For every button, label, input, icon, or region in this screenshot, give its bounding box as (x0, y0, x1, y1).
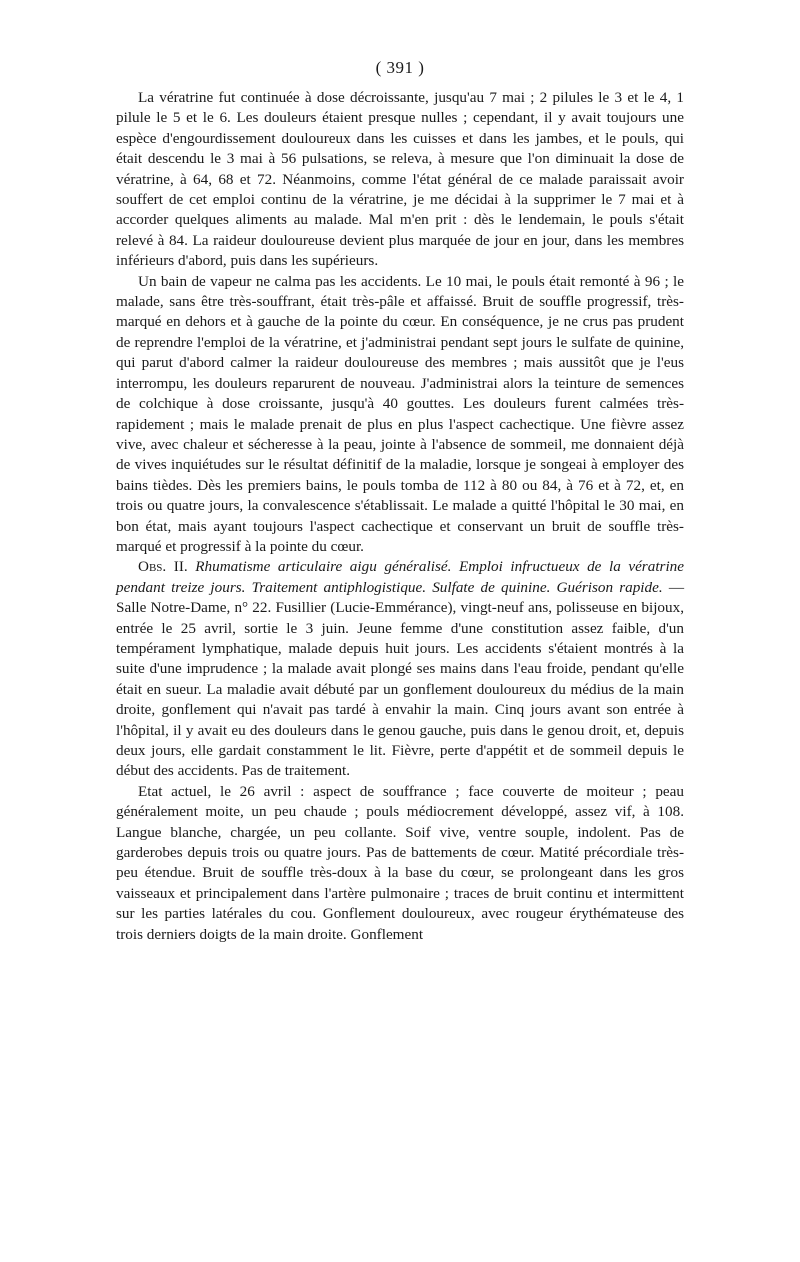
observation-text: — Salle Notre-Dame, n° 22. Fusillier (Lucie-Emmérance), vingt-neuf ans, polisseuse en bijoux, entrée le 25 avril, sortie le 3 juin. Jeune femme d'une constitution assez faible, d'un tempérament lymphatique, malade depuis huit jours. Les accidents s'étaient montrés à la suite d'une imprudence ; la malade avait plongé ses mains dans l'eau froide, pendant qu'elle était en sueur. La maladie avait débuté par un gonflement douloureux du médius de la main droite, gonflement qui n'avait pas tardé à envahir la main. Cinq jours avant son entrée à l'hôpital, il y avait eu des douleurs dans le genou gauche, puis dans le genou droit, et, depuis deux jours, elle gardait constamment le lit. Fièvre, perte d'appétit et de sommeil depuis le début des accidents. Pas de traitement. (116, 578, 685, 780)
observation-label: Obs. II. (138, 558, 188, 576)
page-number: ( 391 ) (375, 58, 425, 77)
observation-title: Rhumatisme articulaire aigu généralisé. Emploi infructueux de la vératrine pendant treize jours. Traitement antiphlogistique. Sulfate de quinine. Guérison rapide. (116, 558, 684, 596)
paragraph-4: Etat actuel, le 26 avril : aspect de souffrance ; face couverte de moiteur ; peau généralement moite, un peu chaude ; pouls médiocrement développé, assez vif, à 108. Langue blanche, chargée, un peu collante. Soif vive, ventre souple, indolent. Pas de garderobes depuis trois ou quatre jours. Pas de battements de cœur. Matité précordiale très-peu étendue. Bruit de souffle très-doux à la base du cœur, se prolongeant dans les gros vaisseaux et principalement dans l'artère pulmonaire ; traces de bruit continu et intermittent sur les parties latérales du cou. Gonflement douloureux, avec rougeur érythémateuse des trois derniers doigts de la main droite. Gonflement (116, 782, 684, 943)
observation-2-paragraph (116, 557, 684, 781)
paragraph-2: Un bain de vapeur ne calma pas les accidents. Le 10 mai, le pouls était remonté à 96 ; le malade, sans être très-souffrant, était très-pâle et affaissé. Bruit de souffle progressif, très-marqué en dehors et à gauche de la pointe du cœur. En conséquence, je ne crus pas prudent de reprendre l'emploi de la vératrine, et j'administrai pendant sept jours le sulfate de quinine, qui parut d'abord calmer la raideur douloureuse des membres ; mais aussitôt que je l'eus interrompu, les douleurs reparurent de nouveau. J'administrai alors la teinture de semences de colchique à dose croissante, jusqu'à 40 gouttes. Les douleurs furent calmées très-rapidement ; mais le malade prenait de plus en plus l'aspect cachectique. Une fièvre assez vive, avec chaleur et sécheresse à la peau, jointe à l'absence de sommeil, me donnaient déjà de vives inquiétudes sur le résultat définitif de la maladie, lorsque je songeai à employer des bains tièdes. Dès les premiers bains, le pouls tomba de 112 à 80 ou 84, à 76 et à 72, et, en trois ou quatre jours, la convalescence s'établissait. Le malade a quitté l'hôpital le 30 mai, en bon état, mais ayant toujours l'aspect cachectique et conservant un bruit de souffle très-marqué et progressif à la pointe du cœur. (116, 272, 684, 555)
book-page (116, 56, 684, 945)
paragraph-1: La vératrine fut continuée à dose décroissante, jusqu'au 7 mai ; 2 pilules le 3 et le 4, 1 pilule le 5 et le 6. Les douleurs étaient presque nulles ; cependant, il y avait toujours une espèce d'engourdissement douloureux dans les cuisses et dans les jambes, et le pouls, qui était descendu le 3 mai à 56 pulsations, se releva, à mesure que l'on diminuait la dose de vératrine, à 64, 68 et 72. Néanmoins, comme l'état général de ce malade paraissait avoir souffert de cet emploi continu de la vératrine, je me décidai à la supprimer le 7 mai et à accorder quelques aliments au malade. Mal m'en prit : dès le lendemain, le pouls s'était relevé à 84. La raideur douloureuse devient plus marquée de jour en jour, dans les membres inférieurs d'abord, puis dans les supérieurs. (116, 89, 684, 270)
